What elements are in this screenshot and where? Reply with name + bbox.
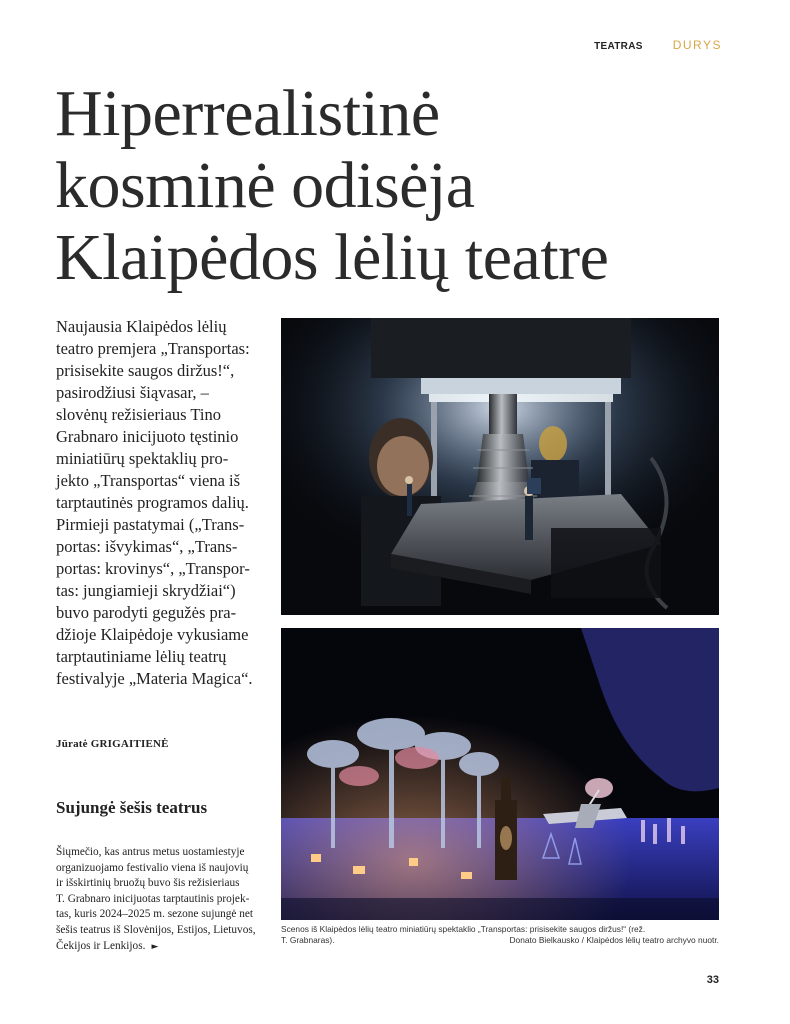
lede-line: portas: išvykimas“, „Trans-: [56, 537, 238, 556]
photo-credit: Donato Bielkausko / Klaipėdos lėlių teatro archyvo nuotr.: [509, 935, 719, 945]
lede-line: džioje Klaipėdoje vykusiame: [56, 625, 249, 644]
caption-text: T. Grabnaras).: [281, 935, 335, 945]
lede-line: Naujausia Klaipėdos lėlių: [56, 317, 227, 336]
lede-line: slovėnų režisieriaus Tino: [56, 405, 221, 424]
section-heading: Sujungė šešis teatrus: [56, 798, 208, 817]
photo-rocket-stage: [281, 318, 719, 615]
body-line: tas, kuris 2024–2025 m. sezone sujungė net: [56, 908, 254, 921]
caption-line: [281, 935, 719, 946]
lede-line: teatro premjera „Transportas:: [56, 339, 250, 358]
caption-line: [281, 924, 719, 935]
body-line: organizuojamo festivalio viena iš naujovių: [56, 861, 249, 874]
body-line: ir išskirtinių bruožų buvo šis režisieriaus: [56, 877, 240, 890]
continue-arrow-icon: ►: [151, 941, 159, 952]
photo-caption: [281, 924, 719, 946]
lede-line: miniatiūrų spektaklių pro-: [56, 449, 229, 468]
lede-line: tarptautinės programos dalių.: [56, 493, 249, 512]
caption-text: Scenos iš Klaipėdos lėlių teatro miniatiūrų spektaklio „Transportas: prisisekite saugos diržus!“ (rež.: [281, 924, 646, 934]
title-line: Hiperrealistinė: [55, 77, 440, 150]
lede-line: buvo parodyti gegužės pra-: [56, 603, 237, 622]
title-line: kosminė odisėja: [55, 149, 475, 222]
lede-line: tas: jungiamieji skrydžiai“): [56, 581, 236, 600]
section-label: TEATRAS: [594, 41, 643, 52]
article-body: [56, 845, 271, 955]
lede-line: pasirodžiusi šiąvasar, –: [56, 383, 209, 402]
lede-line: jekto „Transportas“ viena iš: [56, 471, 241, 490]
article-title: [55, 78, 755, 294]
lede-line: festivalyje „Materia Magica“.: [56, 669, 253, 688]
title-line: Klaipėdos lėlių teatre: [55, 221, 609, 294]
article-lede: [56, 316, 278, 690]
author-byline: Jūratė GRIGAITIENĖ: [56, 738, 169, 750]
lede-line: Pirmieji pastatymai („Trans-: [56, 515, 245, 534]
body-line: T. Grabnaro inicijuotas tarptautinis projek-: [56, 892, 250, 905]
body-line-text: Čekijos ir Lenkijos.: [56, 939, 146, 952]
lede-line: Grabnaro inicijuoto tęstinio: [56, 427, 239, 446]
lede-line: tarptautiniame lėlių teatrų: [56, 647, 227, 666]
body-line: [56, 939, 271, 956]
page-header: [594, 38, 722, 52]
page-number: 33: [706, 974, 719, 986]
brand-logo: DURYS: [672, 38, 722, 52]
lede-line: portas: krovinys“, „Transpor-: [56, 559, 250, 578]
lede-line: prisisekite saugos diržus!“,: [56, 361, 235, 380]
body-line: Šiųmečio, kas antrus metus uostamiestyje: [56, 846, 245, 858]
body-line: šešis teatrus iš Slovėnijos, Estijos, Lietuvos,: [56, 923, 256, 936]
photo-forest-scene: [281, 628, 719, 920]
